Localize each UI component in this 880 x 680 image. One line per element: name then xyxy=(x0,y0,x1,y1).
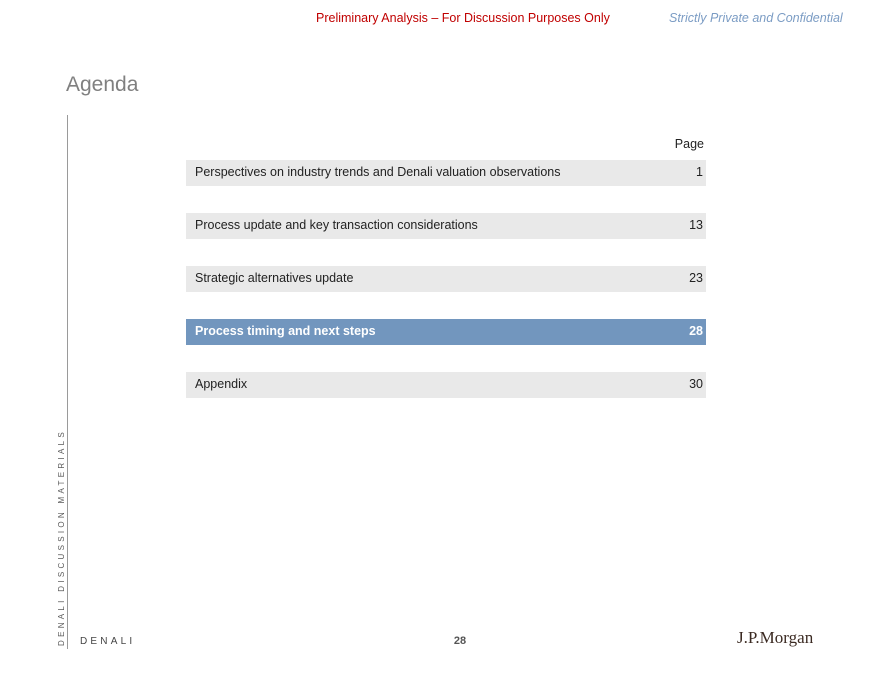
page-column-header: Page xyxy=(674,137,704,151)
left-divider-line xyxy=(67,115,68,649)
footer-company-name: DENALI xyxy=(80,636,136,647)
agenda-item-label: Perspectives on industry trends and Denali valuation observations xyxy=(195,165,561,179)
agenda-row[interactable] xyxy=(186,160,706,186)
agenda-item-page: 23 xyxy=(689,271,703,285)
agenda-row[interactable] xyxy=(186,213,706,239)
confidentiality-notice: Strictly Private and Confidential xyxy=(669,11,843,25)
agenda-item-label: Strategic alternatives update xyxy=(195,271,354,285)
agenda-item-page: 28 xyxy=(689,324,703,338)
agenda-row[interactable] xyxy=(186,266,706,292)
agenda-row[interactable] xyxy=(186,372,706,398)
agenda-item-label: Process update and key transaction considerations xyxy=(195,218,478,232)
side-label: DENALI DISCUSSION MATERIALS xyxy=(57,429,66,646)
agenda-item-page: 30 xyxy=(689,377,703,391)
agenda-item-page: 13 xyxy=(689,218,703,232)
agenda-item-label: Appendix xyxy=(195,377,248,391)
agenda-item-label: Process timing and next steps xyxy=(195,324,376,338)
jpmorgan-logo: J.P.Morgan xyxy=(737,628,814,647)
footer-page-number: 28 xyxy=(453,635,467,647)
preliminary-notice: Preliminary Analysis – For Discussion Purposes Only xyxy=(316,11,610,25)
agenda-row-current[interactable] xyxy=(186,319,706,345)
page-title: Agenda xyxy=(66,73,139,96)
agenda-item-page: 1 xyxy=(696,165,703,179)
